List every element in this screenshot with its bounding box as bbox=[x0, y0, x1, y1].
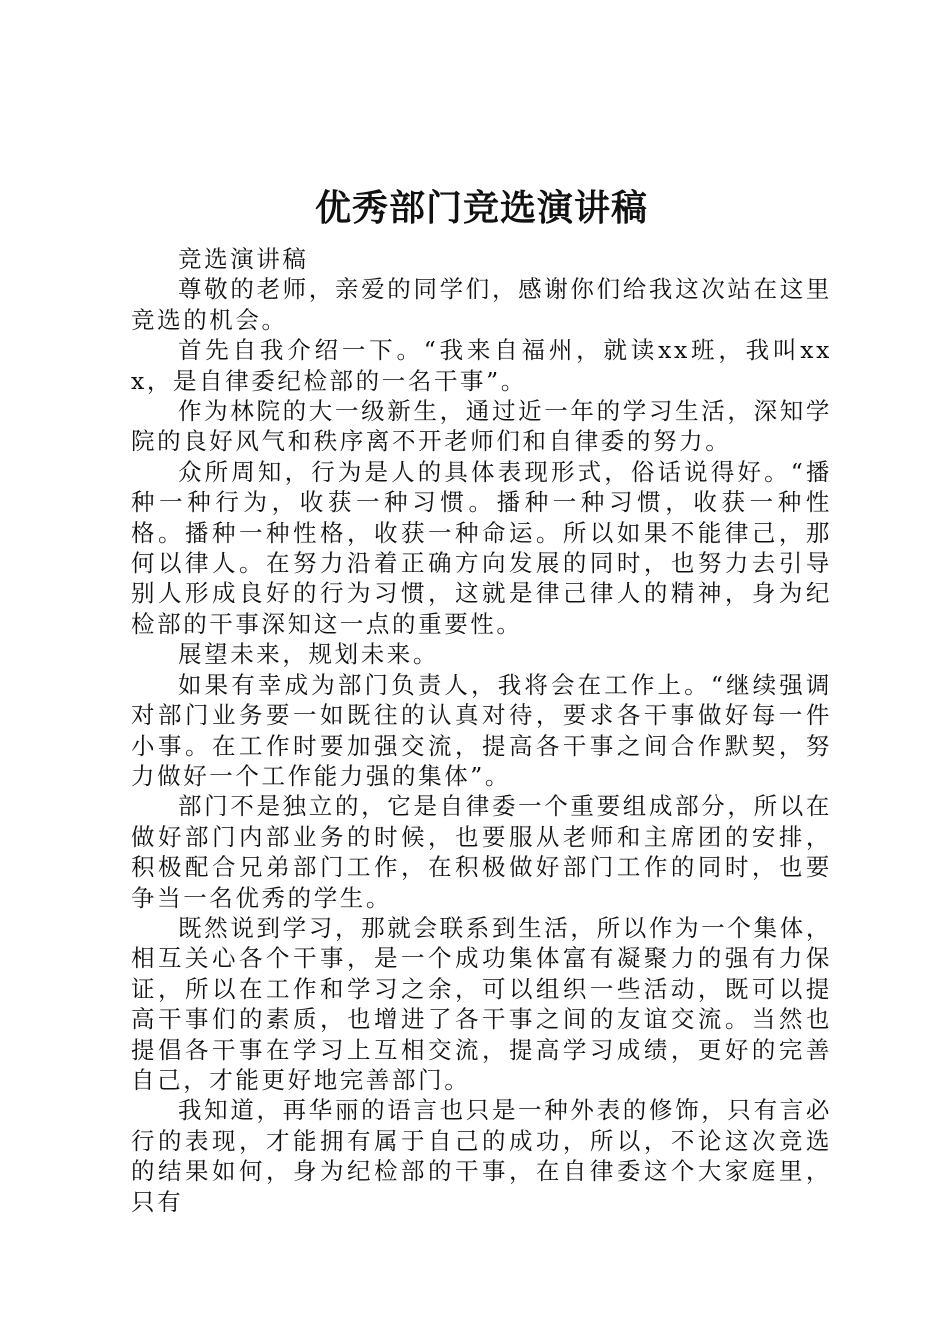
paragraph-outlook: 展望未来，规划未来。 bbox=[178, 640, 439, 669]
paragraph-background: 作为林院的大一级新生，通过近一年的学习生活，深知学院的良好风气和秩序离不开老师们和自律委的努力。 bbox=[131, 397, 832, 456]
paragraph-self-intro: 首先自我介绍一下。“我来自福州，就读xx班，我叫xxx，是自律委纪检部的一名干事”。 bbox=[131, 336, 832, 395]
paragraph-cooperation: 部门不是独立的，它是自律委一个重要组成部分，所以在做好部门内部业务的时候，也要服从老师和主席团的安排，积极配合兄弟部门工作，在积极做好部门工作的同时，也要争当一名优秀的学生。 bbox=[131, 792, 832, 912]
paragraph-plan: 如果有幸成为部门负责人，我将会在工作上。“继续强调对部门业务要一如既往的认真对待，要求各干事做好每一件小事。在工作时要加强交流，提高各干事之间合作默契，努力做好一个工作能力强的集体”。 bbox=[131, 670, 832, 790]
paragraph-behavior: 众所周知，行为是人的具体表现形式，俗话说得好。“播种一种行为，收获一种习惯。播种一种习惯，收获一种性格。播种一种性格，收获一种命运。所以如果不能律己，那何以律人。在努力沿着正确方向发展的同时，也努力去引导别人形成良好的行为习惯，这就是律己律人的精神，身为纪检部的干事深知这一点的重要性。 bbox=[131, 457, 832, 638]
document-title: 优秀部门竞选演讲稿 bbox=[314, 187, 648, 229]
paragraph-greeting: 尊敬的老师，亲爱的同学们，感谢你们给我这次站在这里竞选的机会。 bbox=[131, 275, 832, 334]
paragraph-study-life: 既然说到学习，那就会联系到生活，所以作为一个集体，相互关心各个干事，是一个成功集体富有凝聚力的强有力保证，所以在工作和学习之余，可以组织一些活动，既可以提高干事们的素质，也增进了各干事之间的友谊交流。当然也提倡各干事在学习上互相交流，提高学习成绩，更好的完善自己，才能更好地完善部门。 bbox=[131, 913, 832, 1094]
paragraph-conclusion: 我知道，再华丽的语言也只是一种外表的修饰，只有言必行的表现，才能拥有属于自己的成功，所以，不论这次竞选的结果如何，身为纪检部的干事，在自律委这个大家庭里，只有 bbox=[131, 1096, 832, 1216]
paragraph-subtitle: 竞选演讲稿 bbox=[178, 245, 309, 273]
